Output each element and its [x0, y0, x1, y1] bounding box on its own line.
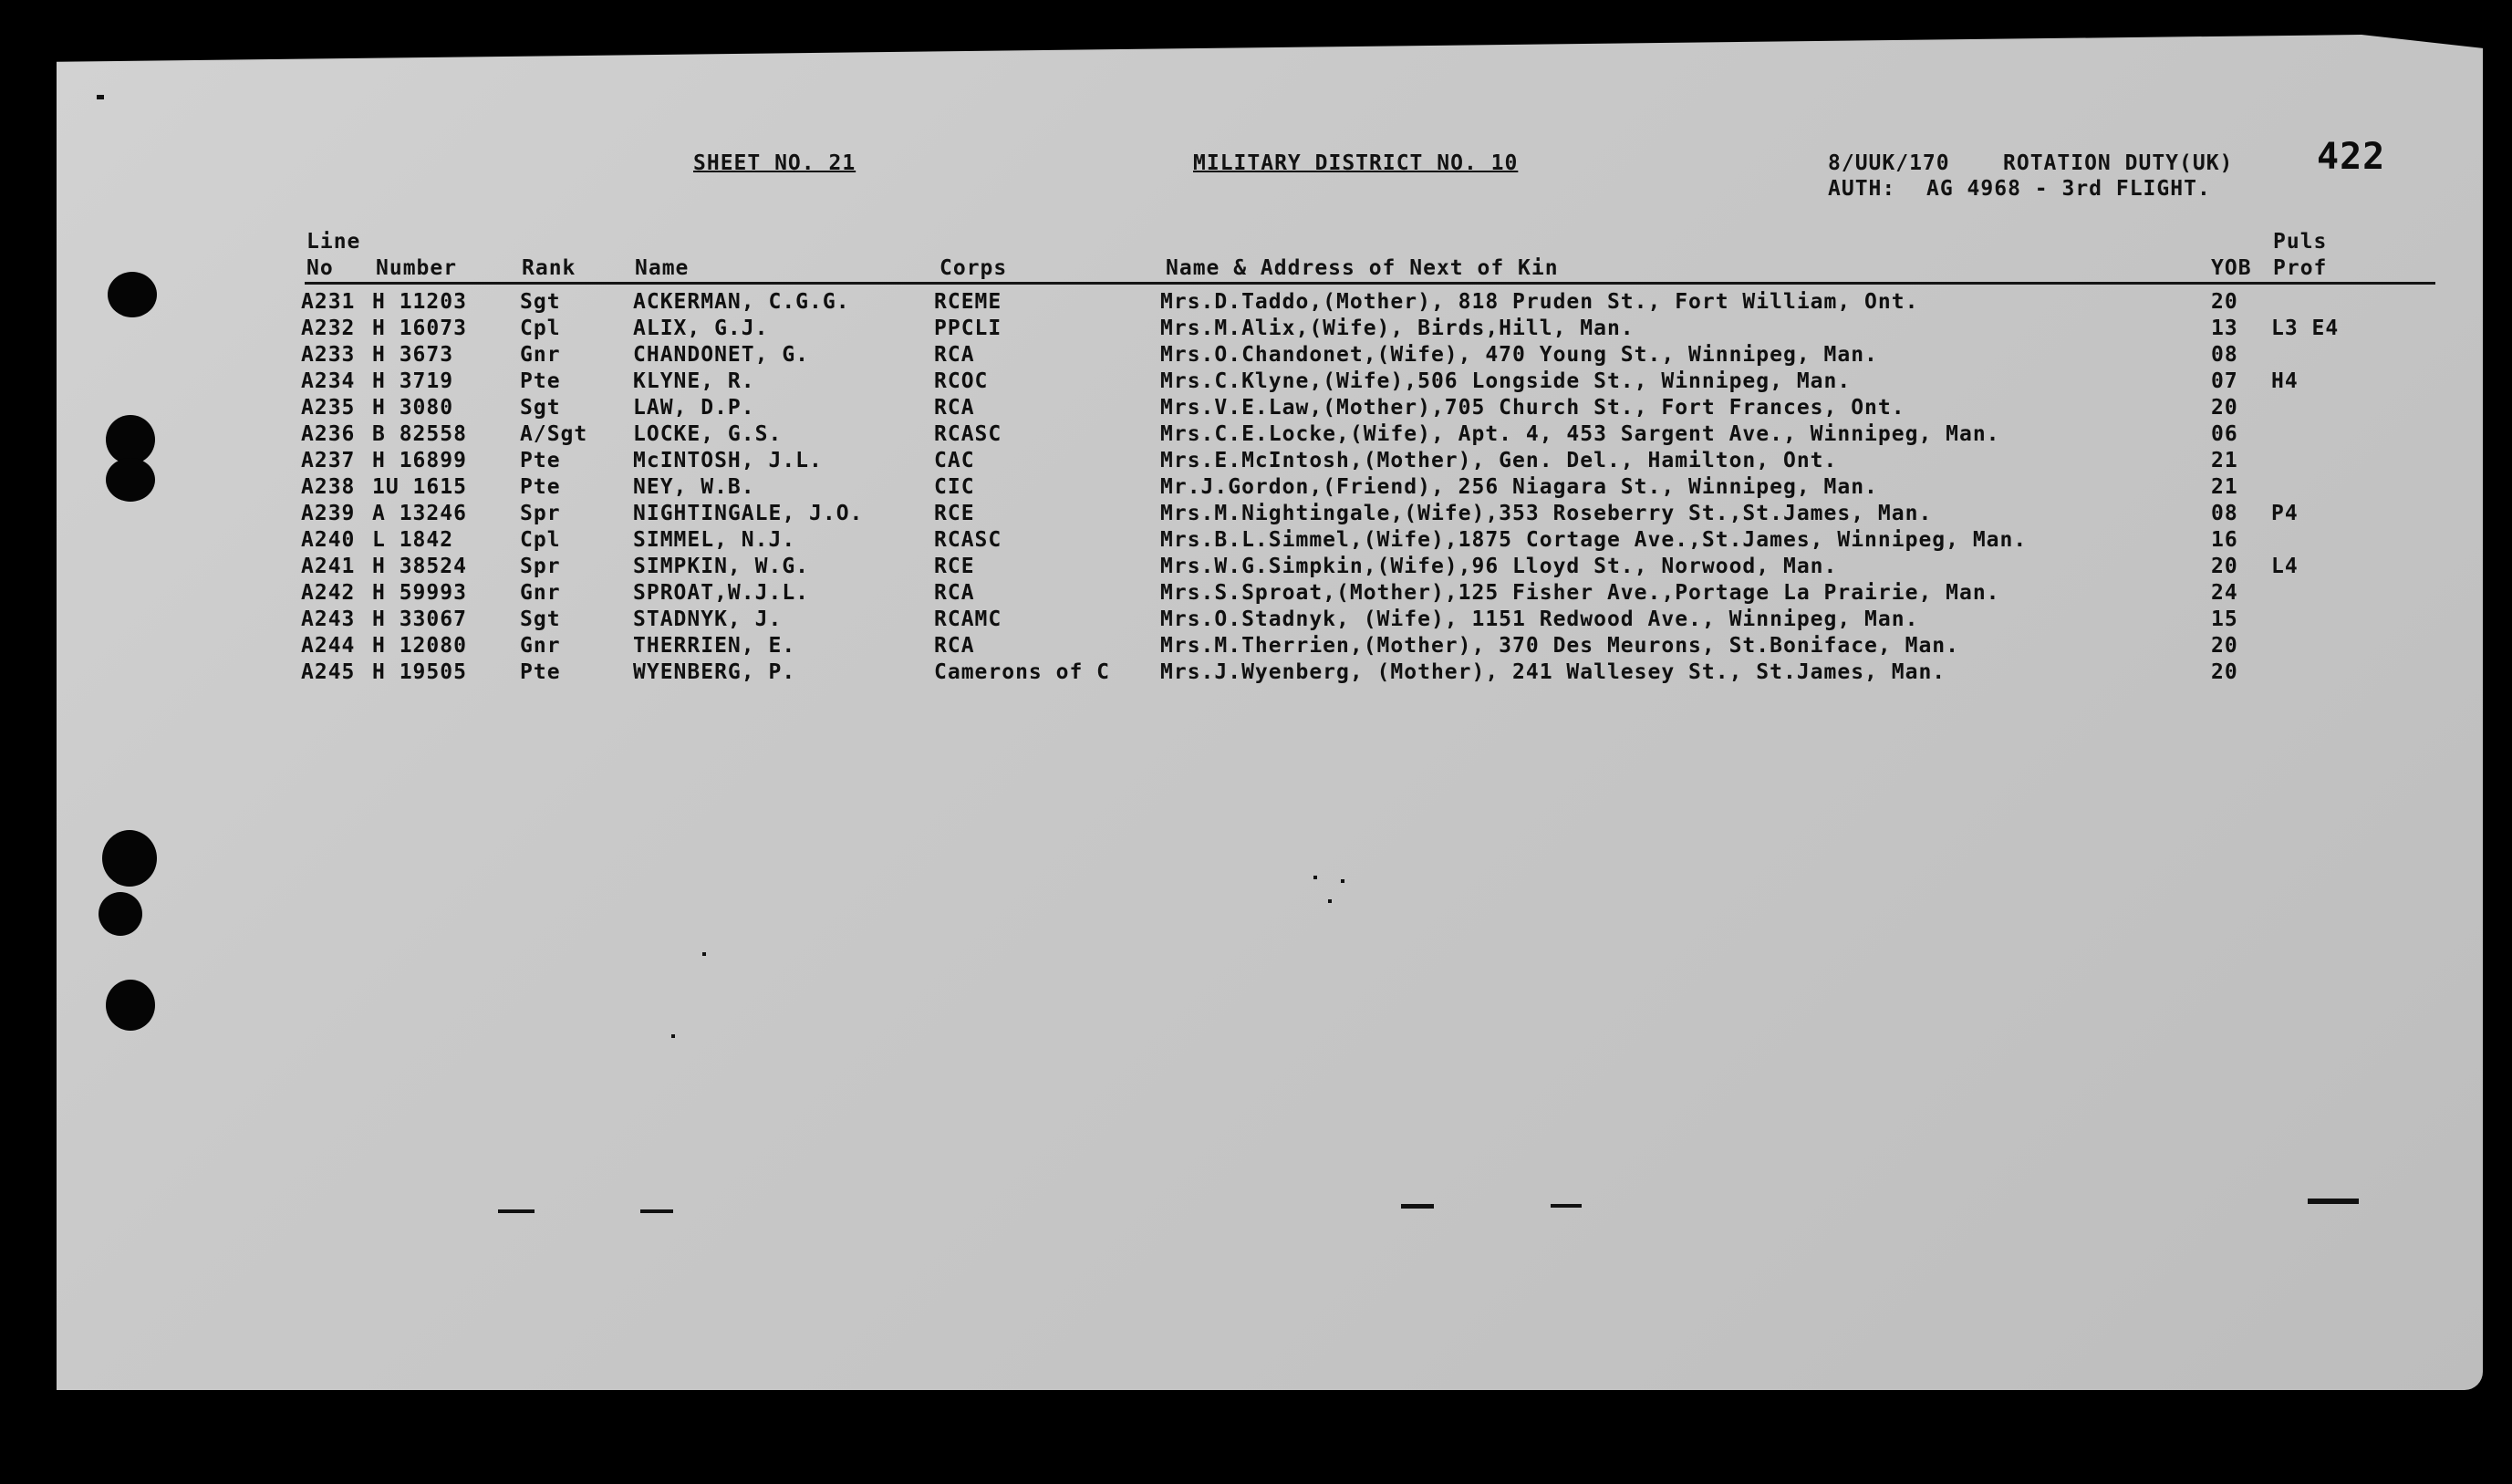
cell-corps: RCEME [934, 290, 1002, 314]
table-row [0, 396, 2512, 422]
cell-yob: 21 [2211, 475, 2238, 499]
auth-label: AUTH: [1828, 177, 1896, 201]
ink-speck [1328, 899, 1332, 903]
cell-number: H 33067 [372, 607, 467, 631]
cell-rank: Spr [520, 502, 561, 525]
cell-yob: 20 [2211, 660, 2238, 684]
cell-corps: RCE [934, 502, 975, 525]
table-row [0, 422, 2512, 449]
table-row [0, 555, 2512, 581]
cell-next-of-kin: Mrs.V.E.Law,(Mother),705 Church St., Fort Frances, Ont. [1160, 396, 1905, 420]
cell-line: A245 [301, 660, 356, 684]
cell-corps: Camerons of C [934, 660, 1111, 684]
cell-number: H 16899 [372, 449, 467, 472]
ink-dash [498, 1209, 535, 1213]
rotation-duty: ROTATION DUTY(UK) [2003, 151, 2234, 175]
cell-next-of-kin: Mr.J.Gordon,(Friend), 256 Niagara St., Winnipeg, Man. [1160, 475, 1878, 499]
cell-yob: 20 [2211, 555, 2238, 578]
cell-name: STADNYK, J. [633, 607, 783, 631]
cell-yob: 20 [2211, 290, 2238, 314]
cell-corps: RCASC [934, 528, 1002, 552]
ink-dash [1401, 1204, 1434, 1209]
cell-line: A232 [301, 317, 356, 340]
cell-rank: Spr [520, 555, 561, 578]
cell-yob: 13 [2211, 317, 2238, 340]
cell-next-of-kin: Mrs.C.Klyne,(Wife),506 Longside St., Winnipeg, Man. [1160, 369, 1852, 393]
col-prof: Prof [2273, 256, 2328, 280]
cell-number: L 1842 [372, 528, 454, 552]
table-row [0, 290, 2512, 317]
cell-rank: Pte [520, 369, 561, 393]
header-rule [305, 282, 2435, 285]
cell-number: H 16073 [372, 317, 467, 340]
punch-hole [102, 830, 157, 887]
cell-corps: RCE [934, 555, 975, 578]
cell-number: 1U 1615 [372, 475, 467, 499]
cell-name: CHANDONET, G. [633, 343, 810, 367]
cell-line: A237 [301, 449, 356, 472]
cell-line: A233 [301, 343, 356, 367]
auth-value: AG 4968 - 3rd FLIGHT. [1926, 177, 2211, 201]
cell-number: H 3080 [372, 396, 454, 420]
cell-line: A240 [301, 528, 356, 552]
col-puls: Puls [2273, 230, 2328, 254]
table-row [0, 475, 2512, 502]
cell-next-of-kin: Mrs.W.G.Simpkin,(Wife),96 Lloyd St., Norwood, Man. [1160, 555, 1838, 578]
cell-yob: 07 [2211, 369, 2238, 393]
col-name: Name [635, 256, 690, 280]
cell-name: LAW, D.P. [633, 396, 755, 420]
cell-rank: Cpl [520, 317, 561, 340]
cell-name: NEY, W.B. [633, 475, 755, 499]
cell-corps: RCASC [934, 422, 1002, 446]
military-district: MILITARY DISTRICT NO. 10 [1193, 151, 1519, 175]
cell-number: H 38524 [372, 555, 467, 578]
cell-line: A241 [301, 555, 356, 578]
cell-number: H 3719 [372, 369, 454, 393]
cell-rank: Sgt [520, 607, 561, 631]
cell-next-of-kin: Mrs.C.E.Locke,(Wife), Apt. 4, 453 Sargent Ave., Winnipeg, Man. [1160, 422, 2000, 446]
reference-code: 8/UUK/170 [1828, 151, 1950, 175]
ink-dash [1551, 1204, 1582, 1208]
cell-line: A235 [301, 396, 356, 420]
cell-next-of-kin: Mrs.O.Stadnyk, (Wife), 1151 Redwood Ave., Winnipeg, Man. [1160, 607, 1919, 631]
cell-line: A242 [301, 581, 356, 605]
cell-name: THERRIEN, E. [633, 634, 796, 658]
cell-number: H 11203 [372, 290, 467, 314]
cell-prof: L3 E4 [2271, 317, 2340, 340]
cell-name: ALIX, G.J. [633, 317, 769, 340]
col-corps: Corps [939, 256, 1008, 280]
table-row [0, 660, 2512, 687]
cell-name: SPROAT,W.J.L. [633, 581, 810, 605]
table-row [0, 607, 2512, 634]
cell-corps: PPCLI [934, 317, 1002, 340]
cell-rank: A/Sgt [520, 422, 588, 446]
cell-line: A244 [301, 634, 356, 658]
cell-yob: 15 [2211, 607, 2238, 631]
table-row [0, 502, 2512, 528]
table-row [0, 343, 2512, 369]
cell-corps: CIC [934, 475, 975, 499]
col-next-of-kin: Name & Address of Next of Kin [1166, 256, 1559, 280]
cell-rank: Gnr [520, 581, 561, 605]
cell-prof: P4 [2271, 502, 2299, 525]
cell-name: ACKERMAN, C.G.G. [633, 290, 850, 314]
cell-name: SIMPKIN, W.G. [633, 555, 810, 578]
paper-sheet [57, 35, 2483, 1390]
cell-name: WYENBERG, P. [633, 660, 796, 684]
cell-line: A236 [301, 422, 356, 446]
cell-line: A238 [301, 475, 356, 499]
cell-yob: 20 [2211, 396, 2238, 420]
cell-yob: 08 [2211, 343, 2238, 367]
cell-yob: 16 [2211, 528, 2238, 552]
ink-dash [640, 1209, 673, 1213]
cell-next-of-kin: Mrs.S.Sproat,(Mother),125 Fisher Ave.,Portage La Prairie, Man. [1160, 581, 2000, 605]
cell-rank: Pte [520, 449, 561, 472]
cell-next-of-kin: Mrs.M.Alix,(Wife), Birds,Hill, Man. [1160, 317, 1635, 340]
cell-line: A231 [301, 290, 356, 314]
cell-line: A243 [301, 607, 356, 631]
cell-rank: Sgt [520, 396, 561, 420]
cell-number: H 59993 [372, 581, 467, 605]
cell-rank: Sgt [520, 290, 561, 314]
sheet-number: SHEET NO. 21 [693, 151, 856, 175]
table-row [0, 317, 2512, 343]
cell-next-of-kin: Mrs.O.Chandonet,(Wife), 470 Young St., Winnipeg, Man. [1160, 343, 1878, 367]
cell-corps: RCOC [934, 369, 989, 393]
cell-rank: Gnr [520, 634, 561, 658]
cell-rank: Cpl [520, 528, 561, 552]
cell-next-of-kin: Mrs.D.Taddo,(Mother), 818 Pruden St., Fort William, Ont. [1160, 290, 1919, 314]
cell-number: A 13246 [372, 502, 467, 525]
cell-name: NIGHTINGALE, J.O. [633, 502, 864, 525]
cell-yob: 24 [2211, 581, 2238, 605]
cell-yob: 08 [2211, 502, 2238, 525]
table-row [0, 528, 2512, 555]
cell-corps: RCA [934, 581, 975, 605]
ink-dash [2308, 1199, 2359, 1204]
col-line-top: Line [306, 230, 361, 254]
cell-rank: Gnr [520, 343, 561, 367]
cell-number: H 3673 [372, 343, 454, 367]
cell-next-of-kin: Mrs.B.L.Simmel,(Wife),1875 Cortage Ave.,St.James, Winnipeg, Man. [1160, 528, 2028, 552]
table-row [0, 581, 2512, 607]
cell-name: KLYNE, R. [633, 369, 755, 393]
cell-number: H 12080 [372, 634, 467, 658]
ink-speck [1313, 876, 1317, 879]
cell-number: B 82558 [372, 422, 467, 446]
cell-number: H 19505 [372, 660, 467, 684]
cell-corps: CAC [934, 449, 975, 472]
cell-next-of-kin: Mrs.E.McIntosh,(Mother), Gen. Del., Hamilton, Ont. [1160, 449, 1838, 472]
cell-corps: RCAMC [934, 607, 1002, 631]
table-row [0, 369, 2512, 396]
punch-hole [99, 892, 142, 936]
cell-yob: 20 [2211, 634, 2238, 658]
ink-speck [97, 95, 104, 99]
cell-next-of-kin: Mrs.M.Therrien,(Mother), 370 Des Meurons, St.Boniface, Man. [1160, 634, 1959, 658]
ink-speck [671, 1034, 675, 1038]
cell-corps: RCA [934, 343, 975, 367]
cell-name: SIMMEL, N.J. [633, 528, 796, 552]
cell-name: LOCKE, G.S. [633, 422, 783, 446]
cell-corps: RCA [934, 634, 975, 658]
ink-speck [1341, 879, 1344, 883]
cell-prof: H4 [2271, 369, 2299, 393]
cell-yob: 21 [2211, 449, 2238, 472]
col-rank: Rank [522, 256, 576, 280]
cell-next-of-kin: Mrs.M.Nightingale,(Wife),353 Roseberry St.,St.James, Man. [1160, 502, 1933, 525]
cell-corps: RCA [934, 396, 975, 420]
cell-yob: 06 [2211, 422, 2238, 446]
punch-hole [106, 980, 155, 1031]
col-number: Number [376, 256, 458, 280]
ink-speck [702, 952, 706, 956]
cell-name: McINTOSH, J.L. [633, 449, 823, 472]
cell-next-of-kin: Mrs.J.Wyenberg, (Mother), 241 Wallesey St., St.James, Man. [1160, 660, 1946, 684]
cell-line: A239 [301, 502, 356, 525]
table-row [0, 634, 2512, 660]
cell-line: A234 [301, 369, 356, 393]
col-line-no: No [306, 256, 334, 280]
page-number: 422 [2317, 136, 2386, 178]
cell-rank: Pte [520, 475, 561, 499]
col-yob: YOB [2211, 256, 2252, 280]
table-row [0, 449, 2512, 475]
cell-prof: L4 [2271, 555, 2299, 578]
cell-rank: Pte [520, 660, 561, 684]
